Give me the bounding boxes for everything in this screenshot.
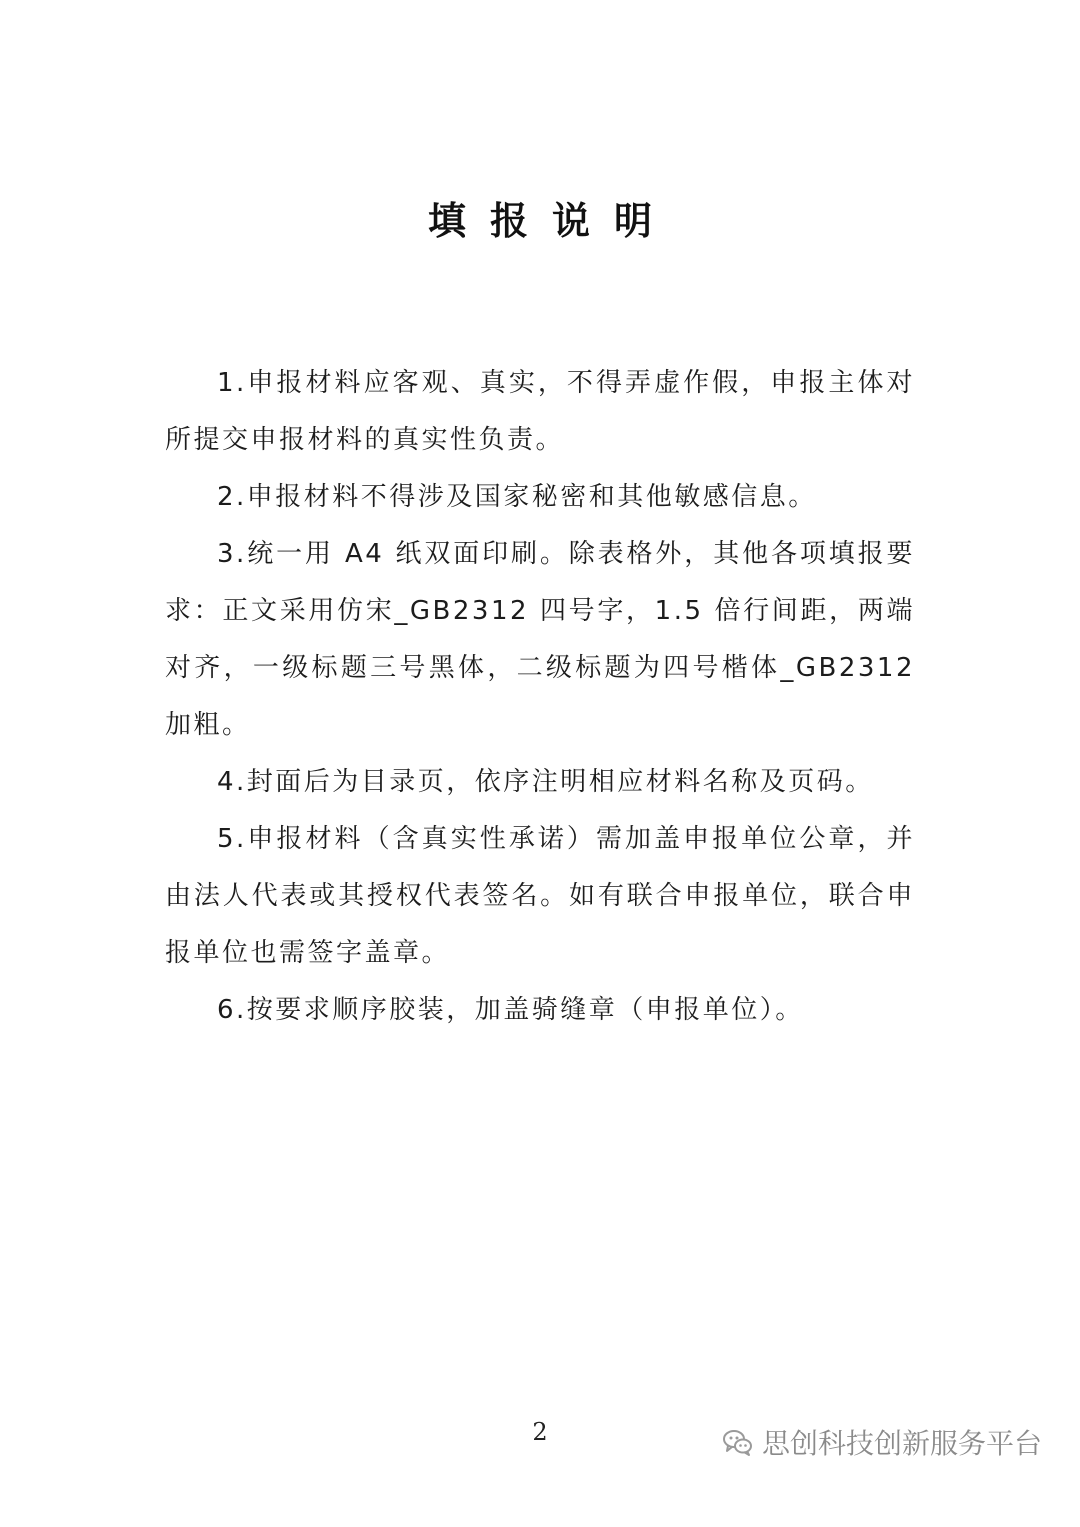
instruction-item-6: 6.按要求顺序胶装，加盖骑缝章（申报单位）。 [217, 995, 804, 1025]
instruction-item-1: 1.申报材料应客观、真实，不得弄虚作假，申报主体对所提交申报材料的真实性负责。 [165, 368, 915, 455]
page-title: 填报说明 [427, 199, 676, 243]
instruction-item-3: 3.统一用 A4 纸双面印刷。除表格外，其他各项填报要求：正文采用仿宋_GB2312 四号字，1.5 倍行间距，两端对齐，一级标题三号黑体，二级标题为四号楷体_GB2312 加粗。 [165, 539, 915, 740]
instruction-item-2: 2.申报材料不得涉及国家秘密和其他敏感信息。 [217, 482, 817, 512]
wechat-icon [722, 1426, 754, 1458]
instructions-body [165, 355, 915, 1039]
instruction-item-5: 5.申报材料（含真实性承诺）需加盖申报单位公章，并由法人代表或其授权代表签名。如有联合申报单位，联合申报单位也需签字盖章。 [165, 824, 915, 968]
page-number: 2 [532, 1418, 548, 1446]
watermark-text: 思创科技创新服务平台 [761, 1427, 1042, 1460]
instruction-item-4: 4.封面后为目录页，依序注明相应材料名称及页码。 [217, 767, 874, 797]
source-watermark [722, 1422, 1042, 1462]
